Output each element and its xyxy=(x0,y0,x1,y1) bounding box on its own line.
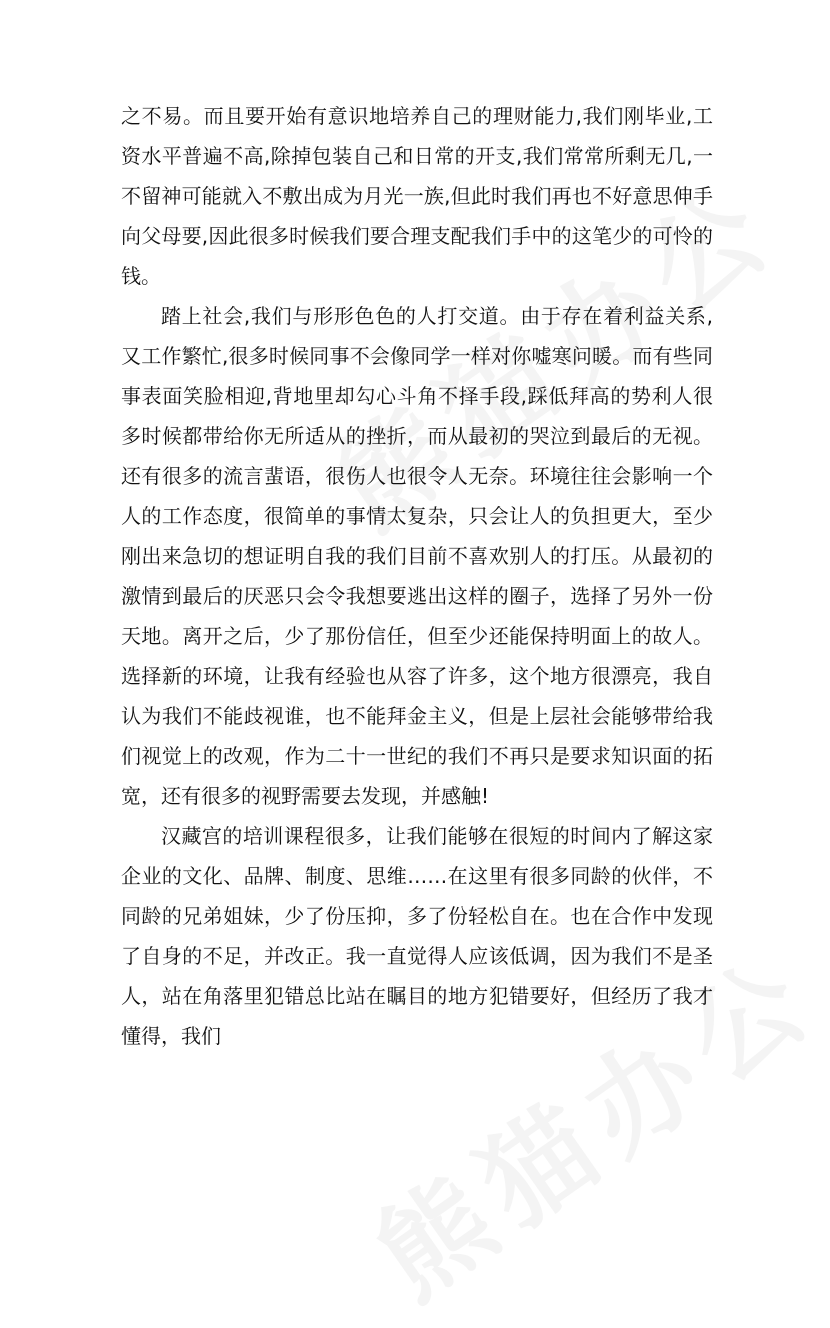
document-body xyxy=(121,96,713,1056)
paragraph-social-work: 踏上社会,我们与形形色色的人打交道。由于存在着利益关系,又工作繁忙,很多时候同事不会像同学一样对你嘘寒问暖。而有些同事表面笑脸相迎,背地里却勾心斗角不择手段,踩低拜高的势利人很多时候都带给你无所适从的挫折，而从最初的哭泣到最后的无视。还有很多的流言蜚语，很伤人也很令人无奈。环境往往会影响一个人的工作态度，很简单的事情太复杂，只会让人的负担更大，至少刚出来急切的想证明自我的我们目前不喜欢别人的打压。从最初的激情到最后的厌恶只会令我想要逃出这样的圈子，选择了另外一份天地。离开之后，少了那份信任，但至少还能保持明面上的故人。选择新的环境，让我有经验也从容了许多，这个地方很漂亮，我自认为我们不能歧视谁，也不能拜金主义，但是上层社会能够带给我们视觉上的改观，作为二十一世纪的我们不再只是要求知识面的拓宽，还有很多的视野需要去发现，并感触! xyxy=(121,304,713,808)
paragraph-continuation: 之不易。而且要开始有意识地培养自己的理财能力,我们刚毕业,工资水平普遍不高,除掉包装自己和日常的开支,我们常常所剩无几,一不留神可能就入不敷出成为月光一族,但此时我们再也不好意思伸手向父母要,因此很多时候我们要合理支配我们手中的这笔少的可怜的钱。 xyxy=(121,104,713,288)
paragraph-training: 汉藏宫的培训课程很多，让我们能够在很短的时间内了解这家企业的文化、品牌、制度、思维……在这里有很多同龄的伙伴，不同龄的兄弟姐妹，少了份压抑，多了份轻松自在。也在合作中发现了自身的不足，并改正。我一直觉得人应该低调，因为我们不是圣人，站在角落里犯错总比站在瞩目的地方犯错要好，但经历了我才懂得，我们 xyxy=(121,824,713,1048)
